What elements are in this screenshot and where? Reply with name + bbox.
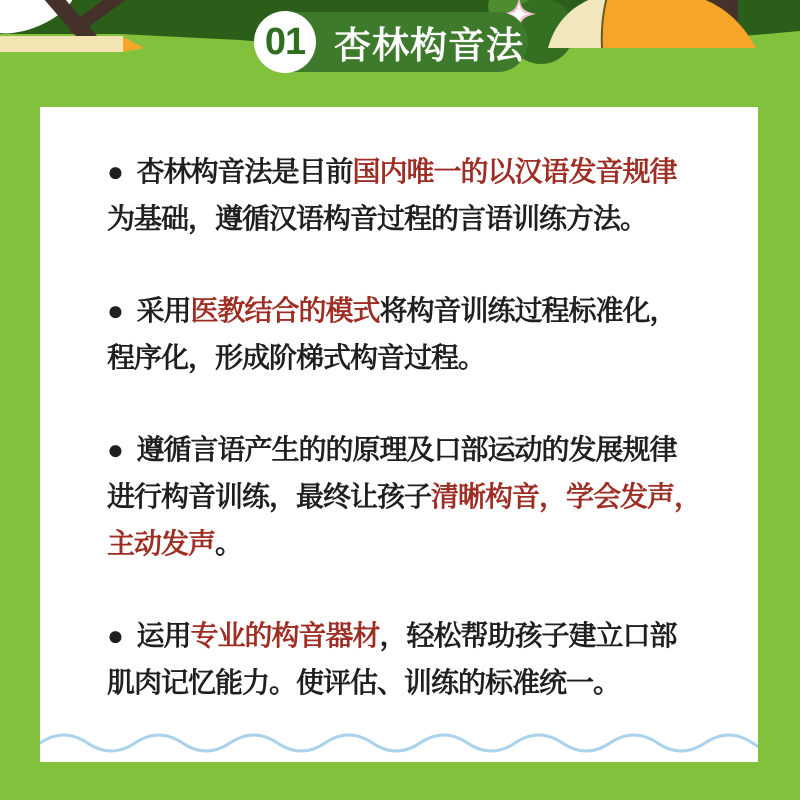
wave-divider bbox=[40, 732, 758, 754]
badge-number-circle bbox=[254, 11, 316, 73]
text-segment-highlight: 主动发声 bbox=[107, 528, 216, 559]
text-segment: 进行构音训练，最终让孩子 bbox=[107, 481, 432, 512]
section-title: 杏林构音法 bbox=[334, 25, 524, 66]
badge-number: 01 bbox=[264, 20, 306, 63]
text-segment: ● 运用 bbox=[107, 620, 191, 651]
text-segment: 。 bbox=[215, 528, 243, 559]
paragraph-1 bbox=[107, 148, 738, 242]
text-segment: 将构音训练过程标准化， bbox=[379, 295, 677, 326]
text-line bbox=[107, 195, 738, 242]
text-segment-highlight: 医教结合的模式 bbox=[190, 295, 380, 326]
text-segment: 为基础，遵循汉语构音过程的言语训练方法。 bbox=[107, 203, 648, 234]
text-line bbox=[107, 520, 738, 567]
text-segment: ，轻松帮助孩子建立口部 bbox=[379, 620, 677, 651]
text-segment: ● 遵循言语产生的的原理及口部运动的发展规律 bbox=[107, 434, 677, 465]
text-line bbox=[107, 659, 738, 706]
tent-icon bbox=[548, 0, 760, 50]
text-segment: 肌肉记忆能力。使评估、训练的标准统一。 bbox=[107, 667, 621, 698]
text-segment: ● 杏林构音法是目前 bbox=[107, 156, 353, 187]
card-content bbox=[40, 107, 758, 706]
paragraph-2 bbox=[107, 287, 738, 381]
text-segment-highlight: 清晰构音，学会发声， bbox=[431, 481, 702, 512]
text-line bbox=[107, 287, 738, 334]
text-segment: 程序化，形成阶梯式构音过程。 bbox=[107, 342, 486, 373]
pencil-icon bbox=[0, 36, 146, 53]
text-line bbox=[107, 148, 738, 195]
text-line bbox=[107, 334, 738, 381]
content-card bbox=[40, 107, 758, 762]
text-line bbox=[107, 426, 738, 473]
paragraph-3 bbox=[107, 426, 738, 567]
text-segment-highlight: 国内唯一的以汉语发音规律 bbox=[352, 156, 677, 187]
paragraph-4 bbox=[107, 612, 738, 706]
text-segment-highlight: 专业的构音器材 bbox=[190, 620, 380, 651]
text-line bbox=[107, 612, 738, 659]
text-segment: ● 采用 bbox=[107, 295, 191, 326]
text-line bbox=[107, 473, 738, 520]
